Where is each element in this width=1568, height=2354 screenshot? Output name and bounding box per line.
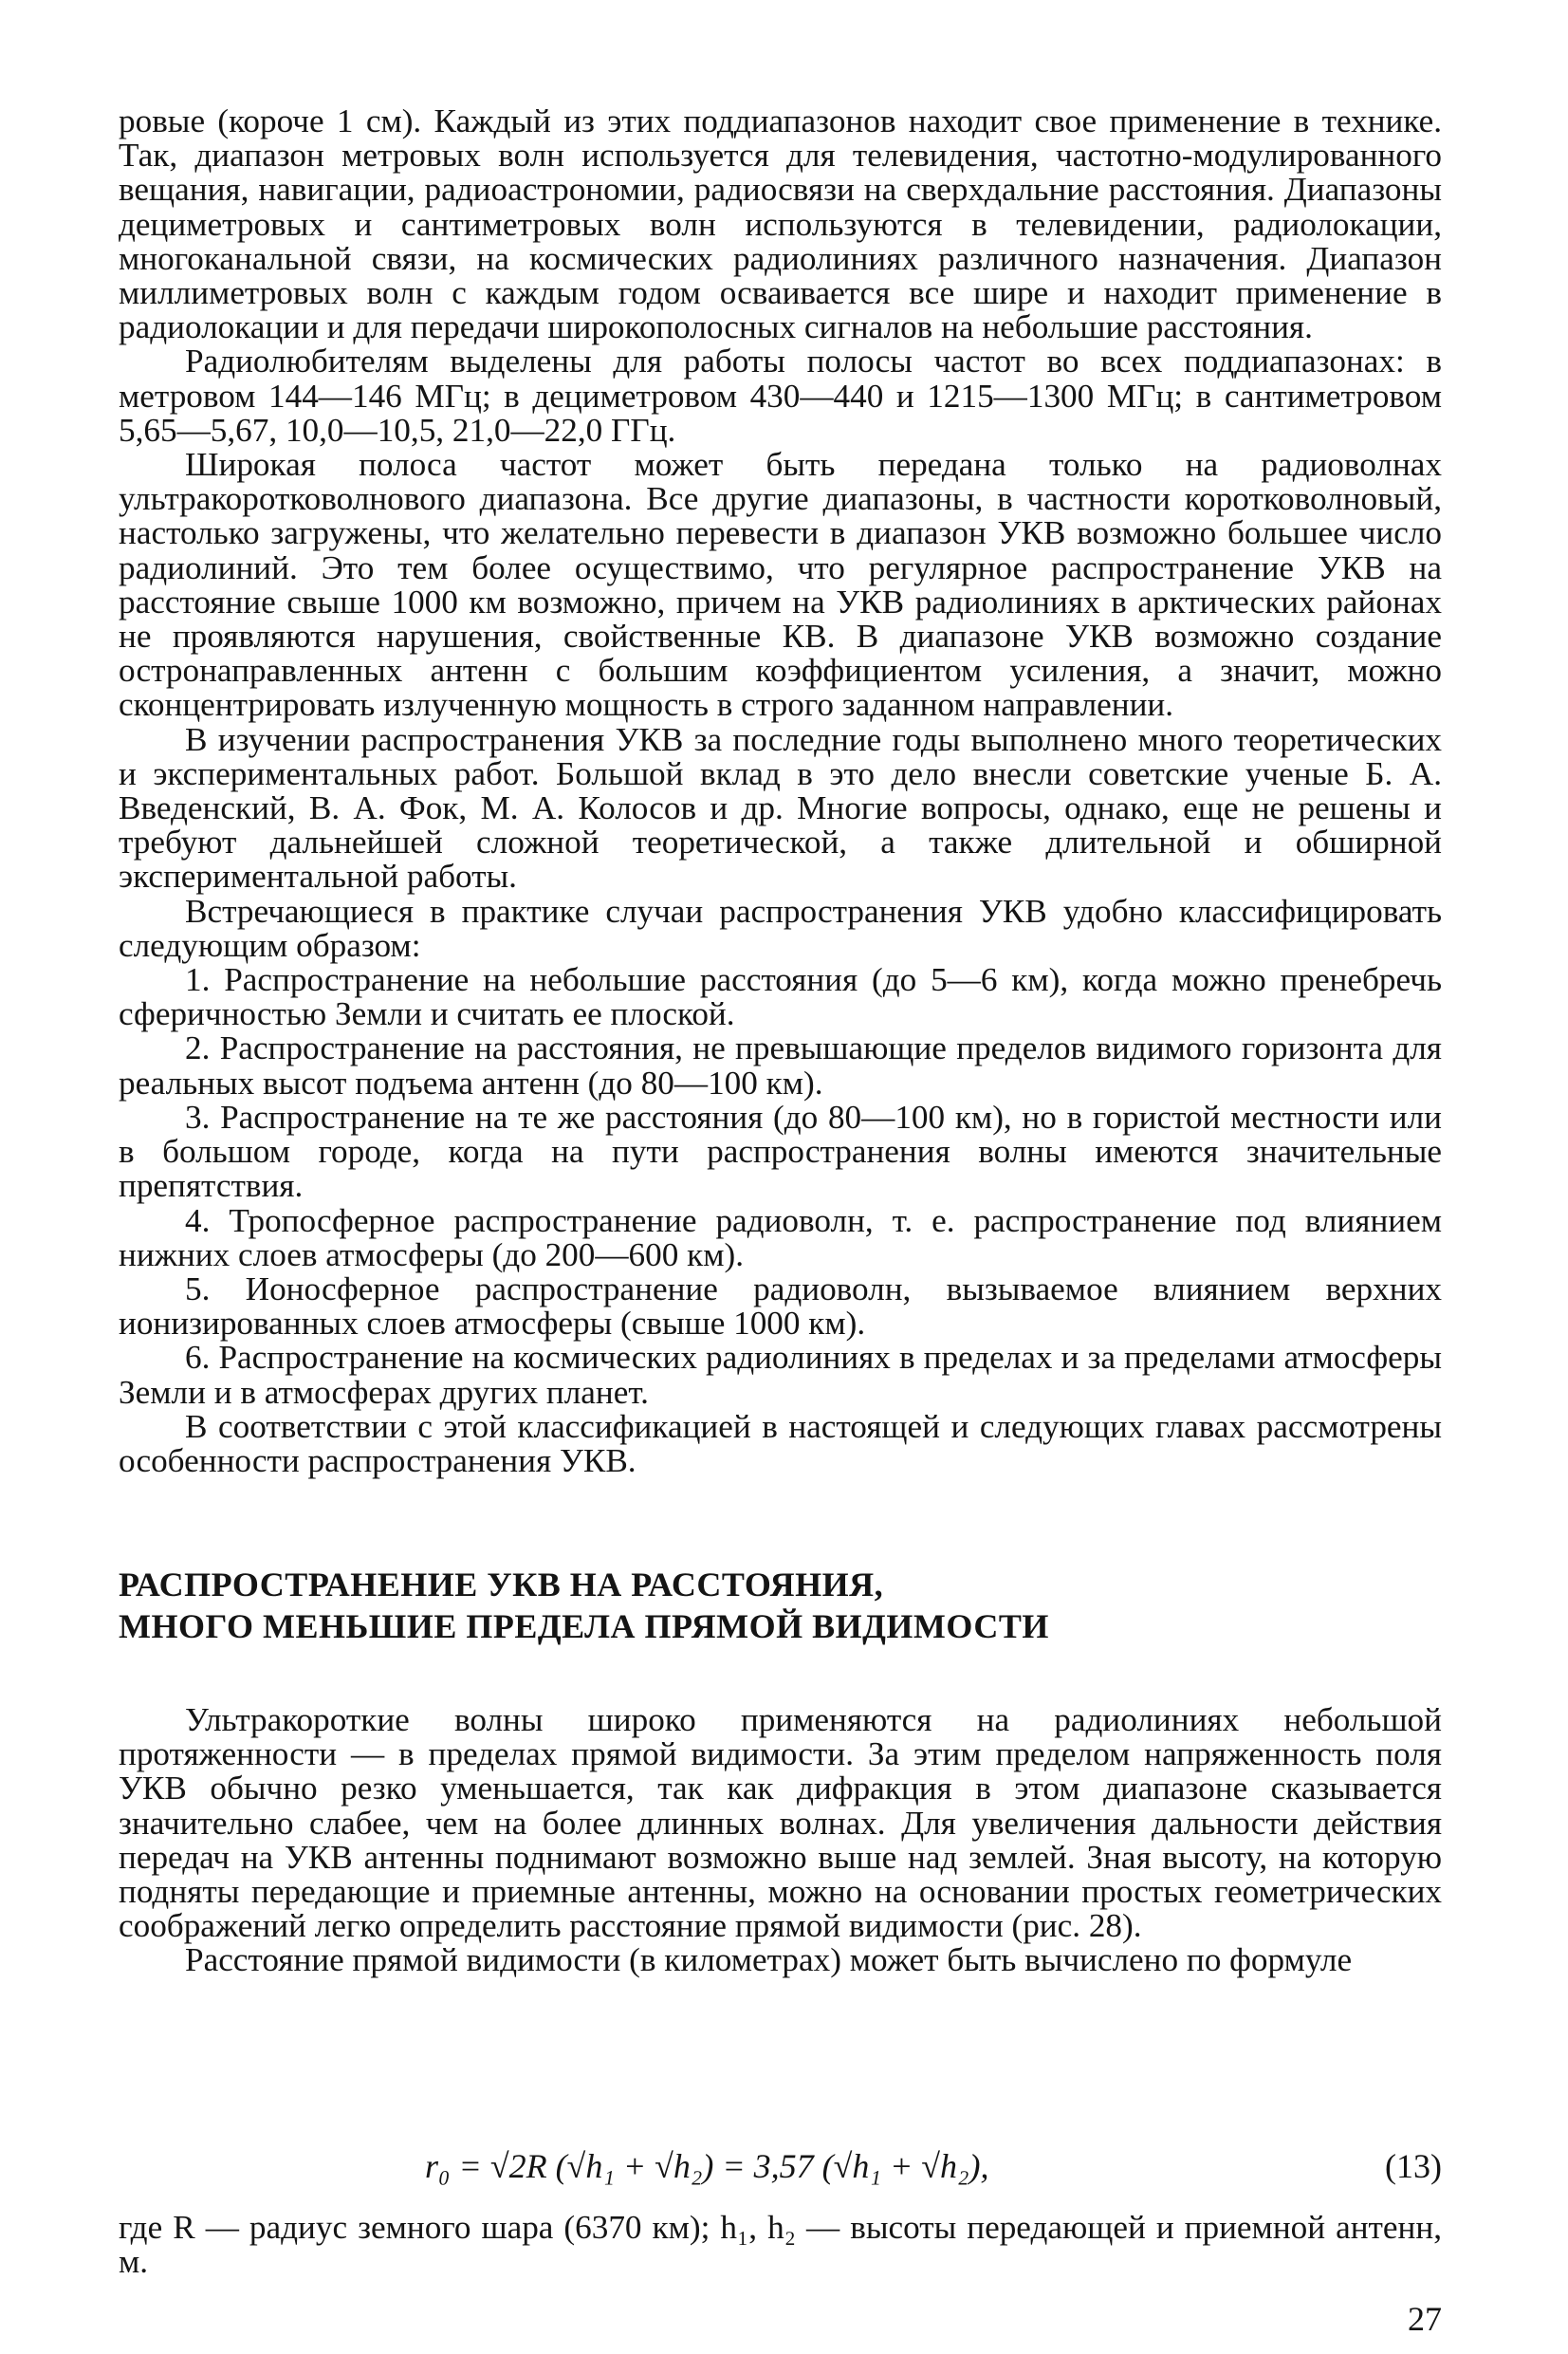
text-column-bottom [119,1703,1442,1978]
paragraph: ровые (короче 1 см). Каждый из этих поддиапазонов находит свое применение в технике. Так, диапазон метровых волн используется для телевидения, частотно-модулированного вещания, навигации, радиоастрономии, радиосвязи на сверхдальние расстояния. Диапазоны дециметровых и сантиметровых волн используются в телевидении, радиолокации, многоканальной связи, на космических радиолиниях различного назначения. Диапазон миллиметровых волн с каждым годом осваивается все шире и находит применение в радиолокации и для передачи широкополосных сигналов на небольшие расстояния. [119,102,1442,346]
page-number: 27 [1408,2300,1442,2338]
text-column-top [119,104,1442,1478]
equation-number: (13) [1385,2147,1442,2185]
list-item: 4. Тропосферное распространение радиоволн, т. е. распространение под влиянием нижних слоев атмосферы (до 200—600 км). [119,1201,1442,1273]
formula: r₀ = √2R (√h₁ + √h₂) = 3,57 (√h₁ + √h₂), [425,2147,989,2185]
list-item: 2. Распространение на расстояния, не превышающие пределов видимого горизонта для реальных высот подъема антенн (до 80—100 км). [119,1029,1442,1102]
section-heading [119,1564,1442,1647]
text-column-after-formula [119,2211,1442,2279]
paragraph: Встречающиеся в практике случаи распространения УКВ удобно классифицировать следующим образом: [119,892,1442,964]
paragraph: Ультракороткие волны широко применяются на радиолиниях небольшой протяженности — в пределах прямой видимости. За этим пределом напряженность поля УКВ обычно резко уменьшается, так как дифракция в этом диапазоне сказывается значительно слабее, чем на более длинных волнах. Для увеличения дальности действия передач на УКВ антенны поднимают возможно выше над землей. Зная высоту, на которую подняты передающие и приемные антенны, можно на основании простых геометрических соображений легко определить расстояние прямой видимости (рис. 28). [119,1701,1442,1945]
paragraph: Широкая полоса частот может быть передана только на радиоволнах ультракоротковолнового диапазона. Все другие диапазоны, в частности коротковолновый, настолько загружены, что желательно перевести в диапазон УКВ возможно большее число радиолиний. Это тем более осуществимо, что регулярное распространение УКВ на расстояние свыше 1000 км возможно, причем на УКВ радиолиниях в арктических районах не проявляются нарушения, свойственные КВ. В диапазоне УКВ возможно создание остронаправленных антенн с большим коэффициентом усиления, а значит, можно сконцентрировать излученную мощность в строго заданном направлении. [119,446,1442,724]
paragraph: где R — радиус земного шара (6370 км); h₁, h₂ — высоты передающей и приемной антенн, м. [119,2209,1442,2281]
list-item: 6. Распространение на космических радиолиниях в пределах и за пределами атмосферы Земли и в атмосферах других планет. [119,1339,1442,1411]
paragraph: В соответствии с этой классификацией в настоящей и следующих главах рассмотрены особенности распространения УКВ. [119,1407,1442,1479]
list-item: 3. Распространение на те же расстояния (до 80—100 км), но в гористой местности или в большом городе, когда на пути распространения волны имеются значительные препятствия. [119,1098,1442,1205]
paragraph: Радиолюбителям выделены для работы полосы частот во всех поддиапазонах: в метровом 144—146 МГц; в дециметровом 430—440 и 1215—1300 МГц; в сантиметровом 5,65—5,67, 10,0—10,5, 21,0—22,0 ГГц. [119,343,1442,449]
heading-line-2: МНОГО МЕНЬШИЕ ПРЕДЕЛА ПРЯМОЙ ВИДИМОСТИ [119,1607,1049,1645]
list-item: 1. Распространение на небольшие расстояния (до 5—6 км), когда можно пренебречь сферичностью Земли и считать ее плоской. [119,961,1442,1033]
heading-line-1: РАСПРОСТРАНЕНИЕ УКВ НА РАССТОЯНИЯ, [119,1566,884,1603]
paragraph: Расстояние прямой видимости (в километрах) может быть вычислено по формуле [185,1941,1353,1979]
list-item: 5. Ионосферное распространение радиоволн, вызываемое влиянием верхних ионизированных слоев атмосферы (свыше 1000 км). [119,1270,1442,1343]
paragraph: В изучении распространения УКВ за последние годы выполнено много теоретических и экспериментальных работ. Большой вклад в это дело внесли советские ученые Б. А. Введенский, В. А. Фок, М. А. Колосов и др. Многие вопросы, однако, еще не решены и требуют дальнейшей сложной теоретической, а также длительной и обширной экспериментальной работы. [119,720,1442,896]
